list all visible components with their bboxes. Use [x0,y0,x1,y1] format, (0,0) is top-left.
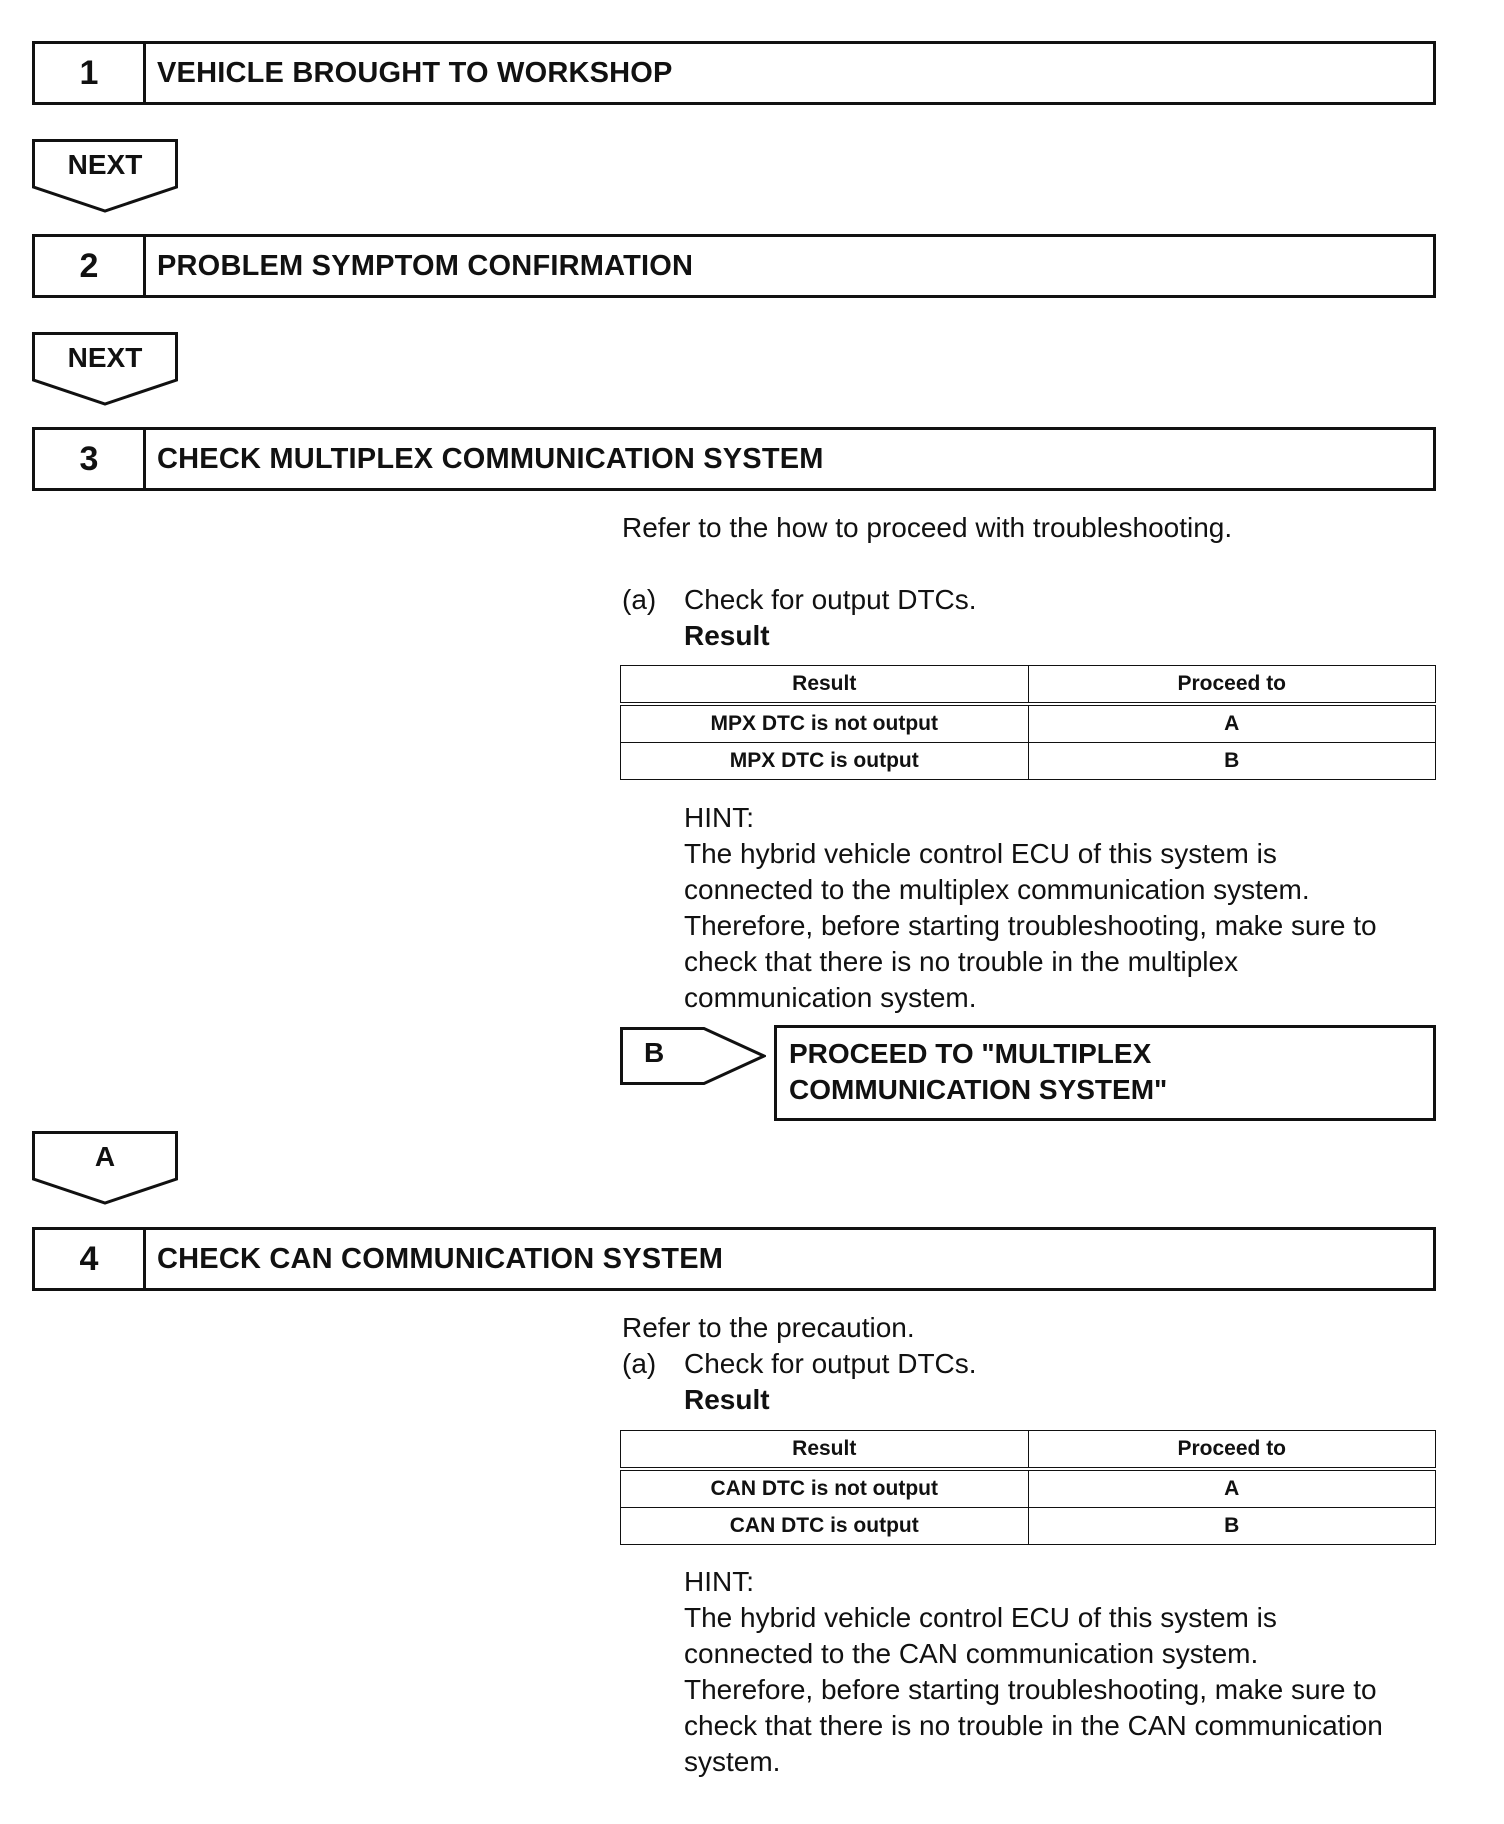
table-cell: A [1028,1469,1436,1508]
step-title: PROBLEM SYMPTOM CONFIRMATION [157,249,694,282]
table-header: Proceed to [1028,666,1436,705]
next-arrow-1 [32,139,178,213]
hint-label: HINT: [684,1566,754,1597]
table-cell: MPX DTC is not output [621,704,1029,743]
table-row [621,1469,1436,1508]
result-table [620,665,1436,780]
item-label: (a) [622,584,657,615]
item-text: Check for output DTCs. [684,584,977,615]
table-cell: CAN DTC is output [621,1508,1029,1545]
proceed-box [774,1025,1436,1121]
step-number: 3 [35,430,146,488]
table-header: Result [621,666,1029,705]
result-table [620,1430,1436,1545]
table-header: Proceed to [1028,1431,1436,1470]
step-number: 2 [35,237,146,295]
hint-line: check that there is no trouble in the CAN communication [684,1710,1383,1741]
hint-line: The hybrid vehicle control ECU of this system is [684,1602,1277,1633]
a-arrow [32,1131,178,1205]
proceed-line: COMMUNICATION SYSTEM" [789,1074,1168,1105]
item-label: (a) [622,1348,657,1379]
hint-line: The hybrid vehicle control ECU of this system is [684,838,1277,869]
next-label: NEXT [67,149,143,180]
hint-line: communication system. [684,982,977,1013]
a-label: A [94,1141,116,1172]
right-arrow-icon [620,1027,766,1085]
table-cell: B [1028,1508,1436,1545]
table-row [621,1508,1436,1545]
table-row [621,743,1436,780]
step-2-header [32,234,1436,298]
branch-label: B [644,1037,665,1068]
hint-line: connected to the CAN communication system. [684,1638,1259,1669]
step-title: CHECK MULTIPLEX COMMUNICATION SYSTEM [157,442,824,475]
item-text: Check for output DTCs. [684,1348,977,1379]
proceed-line: PROCEED TO "MULTIPLEX [789,1038,1152,1069]
hint-label: HINT: [684,802,754,833]
step-4-header [32,1227,1436,1291]
table-cell: B [1028,743,1436,780]
step-3-header [32,427,1436,491]
table-header: Result [621,1431,1029,1470]
hint-line: system. [684,1746,781,1777]
table-cell: A [1028,704,1436,743]
hint-line: Therefore, before starting troubleshooting, make sure to [684,1674,1377,1705]
step-number: 1 [35,44,146,102]
table-cell: MPX DTC is output [621,743,1029,780]
next-label: NEXT [67,342,143,373]
branch-b-arrow [620,1027,766,1085]
hint-line: check that there is no trouble in the multiplex [684,946,1239,977]
result-heading: Result [684,1384,770,1415]
next-arrow-2 [32,332,178,406]
table-cell: CAN DTC is not output [621,1469,1029,1508]
step-title: VEHICLE BROUGHT TO WORKSHOP [157,56,673,89]
result-heading: Result [684,620,770,651]
step-number: 4 [35,1230,146,1288]
table-row [621,704,1436,743]
hint-line: connected to the multiplex communication system. [684,874,1310,905]
hint-line: Therefore, before starting troubleshooting, make sure to [684,910,1377,941]
step-1-header [32,41,1436,105]
refer-text: Refer to the precaution. [622,1312,915,1343]
step-title: CHECK CAN COMMUNICATION SYSTEM [157,1242,724,1275]
refer-text: Refer to the how to proceed with troubleshooting. [622,512,1233,543]
